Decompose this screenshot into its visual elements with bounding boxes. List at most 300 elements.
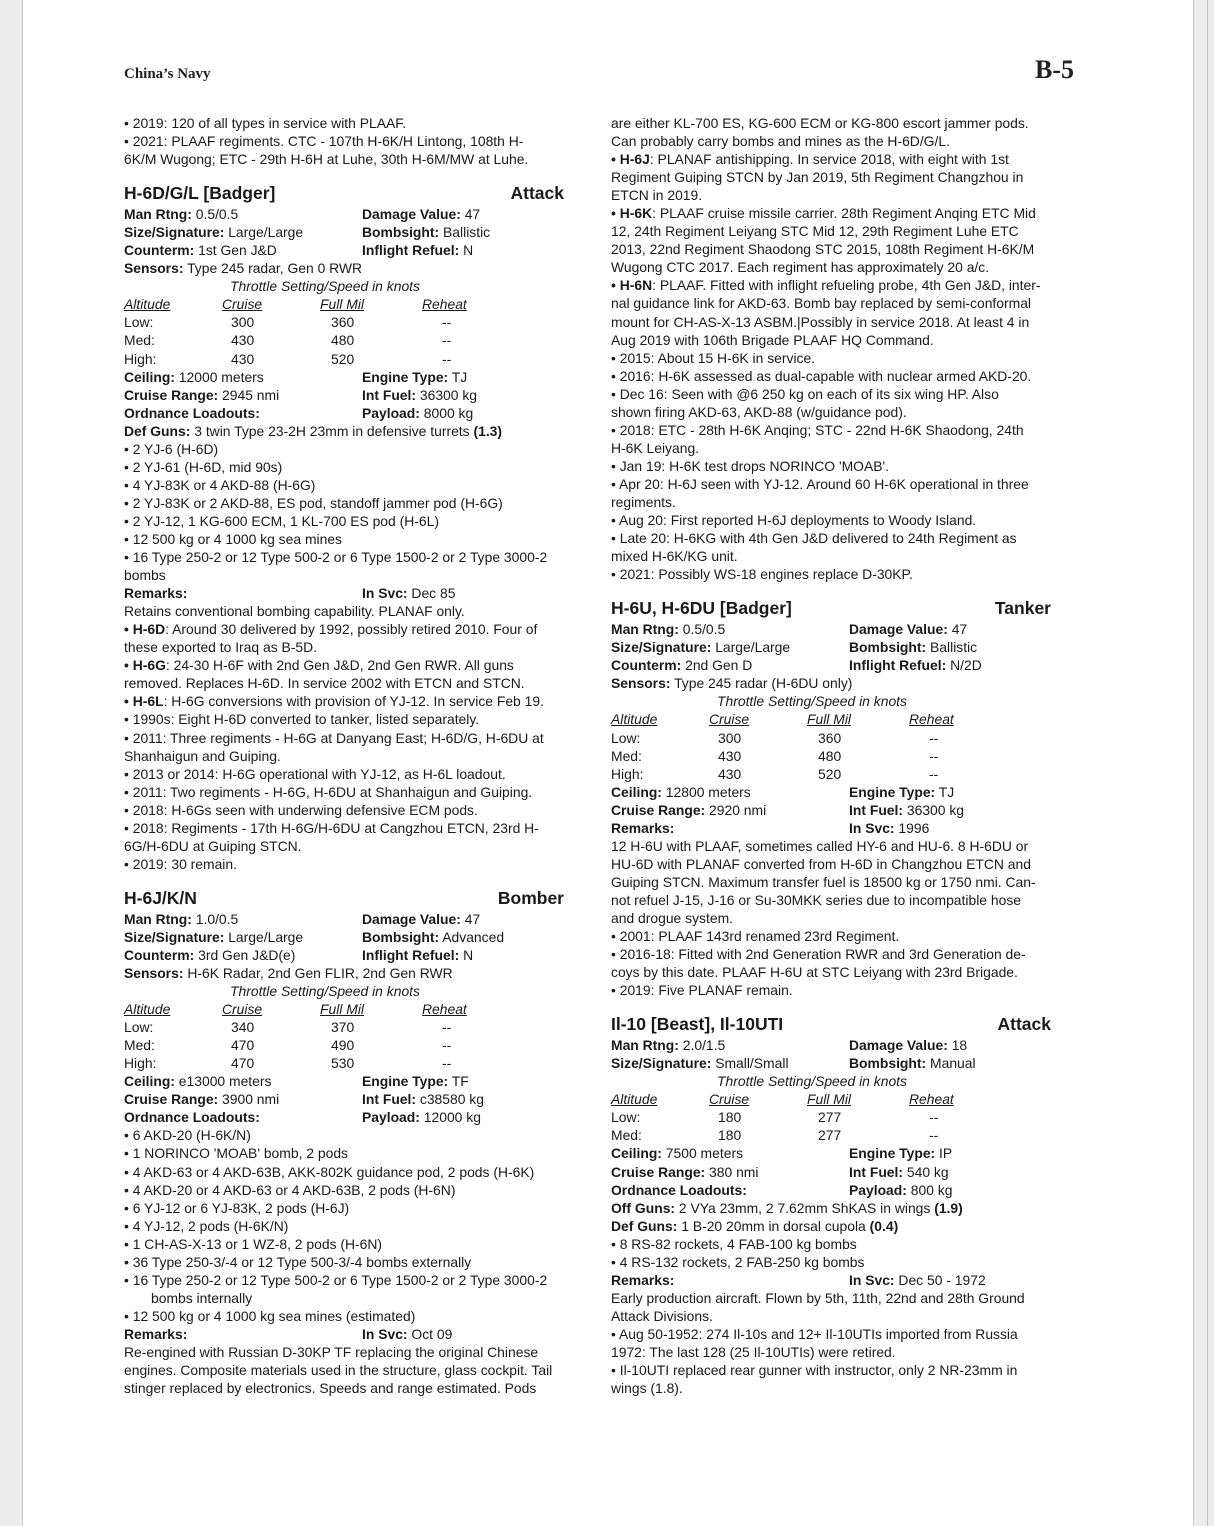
loadout-item: • 4 AKD-63 or 4 AKD-63B, AKK-802K guidance pod, 2 pods (H-6K) [124, 1163, 535, 1180]
loadout-item: • 6 YJ-12 or 6 YJ-83K, 2 pods (H-6J) [124, 1199, 350, 1216]
stat-label: Bombsight: [362, 928, 440, 945]
stat-row [611, 1181, 1073, 1199]
stat-label: Cruise Range: [611, 1163, 706, 1180]
stat-value: Large/Large [228, 928, 304, 945]
stat-value: 380 nmi [709, 1163, 759, 1180]
stat-label: Cruise Range: [611, 801, 706, 818]
remarks-text: Can probably carry bombs and mines as the H-6D/G/L. [611, 133, 950, 150]
note-line: • H-6G: 24-30 H-6F with 2nd Gen J&D, 2nd Gen RWR. All guns [124, 657, 514, 674]
note-line: • Aug 20: First reported H-6J deployments to Woody Island. [611, 512, 977, 529]
remarks-text: 1972: The last 128 (25 Il-10UTIs) were retired. [611, 1344, 896, 1360]
stat-label: Inflight Refuel: [849, 657, 947, 674]
table-cell: 180 [718, 1109, 742, 1126]
remarks-text: are either KL-700 ES, KG-600 ECM or KG-800 escort jammer pods. [611, 115, 1029, 131]
table-cell: 370 [331, 1019, 355, 1036]
table-cell: 470 [231, 1055, 255, 1072]
table-cell: Low: [611, 729, 641, 746]
note-line: • 2011: Two regiments - H-6G, H-6DU at Shanhaigun and Guiping. [124, 783, 533, 800]
table-cell: -- [929, 729, 939, 746]
stat-value: Large/Large [715, 639, 791, 656]
intro-notes [124, 114, 586, 168]
stat-value: 2 VYa 23mm, 2 7.62mm ShKAS in wings [678, 1199, 931, 1216]
table-cell: 480 [331, 332, 355, 349]
stat-label: Bombsight: [849, 639, 927, 656]
remarks-text: Early production aircraft. Flown by 5th, 11th, 22nd and 28th Ground [611, 1289, 1025, 1306]
note-line: • Dec 16: Seen with @6 250 kg on each of its six wing HP. Also [611, 385, 999, 402]
table-cell: Med: [124, 1037, 155, 1054]
speed-row [611, 729, 1073, 747]
stat-label: Damage Value: [362, 910, 461, 927]
remarks-text: • 2016-18: Fitted with 2nd Generation RWR and 3rd Generation de- [611, 946, 1026, 963]
stat-value: 540 kg [906, 1163, 949, 1180]
remarks-text: coys by this date. PLAAF H-6U at STC Leiyang with 23rd Brigade. [611, 964, 1018, 981]
table-cell: 520 [818, 765, 842, 782]
table-cell: 277 [818, 1127, 842, 1144]
note-line: nal guidance link for AKD-63. Bomb bay replaced by semi-conformal [611, 295, 1032, 312]
stat-row [124, 1325, 586, 1343]
stat-value: TF [451, 1073, 469, 1090]
speed-table-caption: Throttle Setting/Speed in knots [230, 983, 420, 1000]
remarks-text: • Aug 50-1952: 274 Il-10s and 12+ Il-10UTIs imported from Russia [611, 1325, 1018, 1342]
stat-row [611, 656, 1073, 674]
table-cell: 520 [331, 350, 355, 367]
loadout-item: • 12 500 kg or 4 1000 kg sea mines [124, 530, 342, 547]
table-cell: High: [611, 765, 644, 782]
loadout-item: • 2 YJ-83K or 2 AKD-88, ES pod, standoff jammer pod (H-6G) [124, 494, 503, 511]
column-header: Reheat [909, 1091, 954, 1108]
note-line: 12, 24th Regiment Leiyang STC Mid 12, 29th Regiment Luhe ETC [611, 223, 1019, 240]
column-header: Full Mil [807, 1091, 851, 1108]
stat-value: 2920 nmi [709, 801, 767, 818]
aircraft-role: Attack [510, 183, 564, 204]
table-cell: -- [442, 1019, 452, 1036]
stat-value: 1st Gen J&D [198, 242, 277, 259]
loadout-item: • 1 CH-AS-X-13 or 1 WZ-8, 2 pods (H-6N) [124, 1235, 383, 1252]
stat-value: TJ [938, 783, 955, 800]
table-cell: 360 [818, 729, 842, 746]
running-header: China’s Navy [124, 66, 211, 82]
entry-h6j-continued [611, 114, 1073, 583]
table-cell: -- [442, 332, 452, 349]
stat-value: 2nd Gen D [685, 657, 753, 674]
column-header: Cruise [709, 711, 750, 728]
stat-label: Int Fuel: [362, 386, 417, 403]
note-line: • H-6J: PLANAF antishipping. In service 2018, with eight with 1st [611, 151, 1009, 168]
note-line: • Jan 19: H-6K test drops NORINCO 'MOAB'. [611, 457, 890, 474]
stat-label: Int Fuel: [362, 1091, 417, 1108]
stat-value: Type 245 radar, Gen 0 RWR [187, 260, 363, 277]
table-cell: -- [442, 1055, 452, 1072]
stat-label: Sensors: [611, 675, 671, 692]
stat-row [124, 1108, 586, 1126]
stat-label: Man Rtng: [124, 206, 192, 223]
stat-row [124, 928, 586, 946]
remarks-text: Re-engined with Russian D-30KP TF replacing the original Chinese [124, 1344, 539, 1360]
note-line: ETCN in 2019. [611, 187, 703, 204]
note-line: these exported to Iraq as B-5D. [124, 639, 318, 656]
stat-label: Engine Type: [362, 368, 449, 385]
stat-label: Bombsight: [362, 224, 440, 241]
table-cell: 277 [818, 1109, 842, 1126]
aircraft-role: Tanker [994, 598, 1051, 619]
stat-row [611, 1054, 1073, 1072]
note-line: Aug 2019 with 106th Brigade PLAAF HQ Command. [611, 331, 934, 348]
note-line: • 2019: 30 remain. [124, 855, 237, 872]
stat-label: Int Fuel: [849, 801, 904, 818]
stat-row [124, 1090, 586, 1108]
entry-h6d [124, 182, 586, 873]
stat-value: Advanced [442, 928, 505, 945]
entry-title [124, 887, 586, 909]
note-line: H-6K Leiyang. [611, 439, 700, 456]
entry-h6j [124, 887, 586, 1397]
stat-row [611, 1163, 1073, 1181]
speed-row [611, 747, 1073, 765]
loadout-item: • 6 AKD-20 (H-6K/N) [124, 1127, 251, 1144]
speed-row [124, 331, 586, 349]
stat-row [611, 638, 1073, 656]
stat-label: Off Guns: [611, 1199, 676, 1216]
stat-value: N [463, 946, 474, 963]
stat-label: Man Rtng: [124, 910, 192, 927]
stat-label: Engine Type: [849, 783, 936, 800]
speed-row [124, 1018, 586, 1036]
stat-label: Counterm: [124, 946, 195, 963]
stat-label: Def Guns: [124, 422, 191, 439]
loadout-item: • 16 Type 250-2 or 12 Type 500-2 or 6 Type 1500-2 or 2 Type 3000-2 [124, 549, 548, 566]
stat-row [124, 205, 586, 223]
stat-value: 36300 kg [419, 386, 478, 403]
table-cell: Low: [611, 1109, 641, 1126]
stat-label: Inflight Refuel: [362, 946, 460, 963]
table-cell: 530 [331, 1055, 355, 1072]
stat-row [124, 241, 586, 259]
table-cell: 430 [231, 332, 255, 349]
column-header: Reheat [422, 296, 467, 313]
table-cell: Low: [124, 1019, 154, 1036]
table-cell: 180 [718, 1127, 742, 1144]
note-line: mixed H-6K/KG unit. [611, 548, 738, 565]
stat-value: IP [939, 1145, 953, 1162]
remarks-text: engines. Composite materials used in the structure, glass cockpit. Tail [124, 1362, 553, 1379]
stat-value: Type 245 radar (H-6DU only) [674, 675, 853, 692]
table-cell: 480 [818, 747, 842, 764]
stat-row [611, 1199, 1073, 1217]
stat-label: Ceiling: [124, 1073, 175, 1090]
stat-label: Damage Value: [849, 621, 948, 638]
column-header: Altitude [611, 711, 658, 728]
stat-label: Man Rtng: [611, 621, 679, 638]
stat-label: Size/Signature: [611, 639, 712, 656]
speed-table-header [611, 710, 1073, 728]
column-header: Cruise [709, 1091, 750, 1108]
stat-row [124, 404, 586, 422]
remarks-text: HU-6D with PLANAF converted from H-6D in Changzhou ETCN and [611, 855, 1031, 872]
speed-row [124, 1036, 586, 1054]
speed-table-caption: Throttle Setting/Speed in knots [230, 278, 420, 295]
stat-label: Ceiling: [124, 368, 175, 385]
note-line: • 2021: Possibly WS-18 engines replace D-30KP. [611, 566, 913, 583]
column-header: Altitude [124, 1001, 171, 1018]
stat-label: Damage Value: [849, 1037, 948, 1054]
note-line: • 2013 or 2014: H-6G operational with YJ-12, as H-6L loadout. [124, 765, 506, 782]
column-header: Reheat [422, 1001, 467, 1018]
table-cell: Med: [124, 332, 155, 349]
speed-table-caption: Throttle Setting/Speed in knots [717, 1073, 907, 1090]
stat-value: (1.9) [934, 1199, 963, 1216]
entry-h6u [611, 597, 1073, 999]
column-header: Cruise [222, 296, 263, 313]
speed-table-header [124, 1000, 586, 1018]
loadout-item: • 16 Type 250-2 or 12 Type 500-2 or 6 Type 1500-2 or 2 Type 3000-2 [124, 1271, 548, 1288]
note-line: shown firing AKD-63, AKD-88 (w/guidance pod). [611, 403, 907, 420]
note-line: • H-6D: Around 30 delivered by 1992, possibly retired 2010. Four of [124, 621, 538, 638]
remarks-text: wings (1.8). [611, 1380, 683, 1397]
stat-value: Manual [930, 1055, 976, 1072]
table-cell: -- [929, 765, 939, 782]
stat-row [124, 1072, 586, 1090]
note-line: Regiment Guiping STCN by Jan 2019, 5th Regiment Changzhou in [611, 169, 1024, 186]
stat-value: 2.0/1.5 [682, 1037, 726, 1054]
stat-label: Size/Signature: [124, 224, 225, 241]
note-line: • H-6K: PLAAF cruise missile carrier. 28th Regiment Anqing ETC Mid [611, 205, 1036, 222]
stat-row [611, 620, 1073, 638]
stat-label: Cruise Range: [124, 1091, 219, 1108]
remarks-text: 12 H-6U with PLAAF, sometimes called HY-6 and HU-6. 8 H-6DU or [611, 837, 1029, 854]
note-line: • 2018: H-6Gs seen with underwing defensive ECM pods. [124, 801, 478, 818]
note-line: • H-6L: H-6G conversions with provision of YJ-12. In service Feb 19. [124, 693, 544, 710]
speed-table-caption: Throttle Setting/Speed in knots [717, 693, 907, 710]
speed-row [124, 313, 586, 331]
note-line: 6G/H-6DU at Guiping STCN. [124, 837, 302, 854]
stat-label: Damage Value: [362, 206, 461, 223]
stat-row [124, 368, 586, 386]
aircraft-role: Bomber [497, 887, 564, 908]
stat-row [124, 386, 586, 404]
remarks-text: stinger replaced by electronics. Speeds and range estimated. Pods [124, 1380, 537, 1397]
stat-label: Remarks: [611, 819, 675, 836]
loadout-item: • 12 500 kg or 4 1000 kg sea mines (estimated) [124, 1307, 416, 1324]
table-cell: 430 [718, 765, 742, 782]
stat-value: 12000 meters [178, 368, 264, 385]
stat-value: N [463, 242, 474, 259]
loadout-item: • 4 AKD-20 or 4 AKD-63 or 4 AKD-63B, 2 pods (H-6N) [124, 1181, 456, 1198]
stat-label: Bombsight: [849, 1055, 927, 1072]
entry-title [124, 182, 586, 204]
loadout-item: • 8 RS-82 rockets, 4 FAB-100 kg bombs [611, 1235, 857, 1252]
table-cell: -- [442, 314, 452, 331]
loadout-item: • 2 YJ-12, 1 KG-600 ECM, 1 KL-700 ES pod (H-6L) [124, 512, 439, 529]
page-number: B-5 [1035, 55, 1074, 84]
table-cell: 360 [331, 314, 355, 331]
stat-label: Counterm: [124, 242, 195, 259]
stat-label: Def Guns: [611, 1217, 678, 1234]
stat-value: 800 kg [910, 1181, 953, 1198]
loadout-item: • 36 Type 250-3/-4 or 12 Type 500-3/-4 bombs externally [124, 1253, 472, 1270]
stat-value: Dec 85 [411, 585, 456, 602]
speed-table-header [124, 295, 586, 313]
note-line: 2013, 22nd Regiment Shaodong STC 2015, 108th Regiment H-6K/M [611, 241, 1035, 258]
table-cell: -- [929, 1127, 939, 1144]
entry-il10 [611, 1013, 1073, 1397]
text-line: • 2019: 120 of all types in service with PLAAF. [124, 115, 407, 131]
stat-row [124, 422, 586, 440]
stat-row [124, 584, 586, 602]
speed-row [124, 350, 586, 368]
table-cell: 490 [331, 1037, 355, 1054]
stat-label: In Svc: [362, 585, 408, 602]
stat-label: Size/Signature: [124, 928, 225, 945]
aircraft-role: Attack [997, 1014, 1051, 1035]
speed-row [611, 1108, 1073, 1126]
loadout-item: • 2 YJ-6 (H-6D) [124, 440, 219, 457]
remarks-text: not refuel J-15, J-16 or Su-30MKK series due to incompatible hose [611, 891, 1021, 908]
aircraft-name: H-6J/K/N [124, 887, 197, 908]
stat-value: 1 B-20 20mm in dorsal cupola [681, 1217, 866, 1234]
remarks-text: • 2001: PLAAF 143rd renamed 23rd Regiment. [611, 928, 900, 945]
stat-label: Size/Signature: [611, 1055, 712, 1072]
stat-value: 47 [464, 206, 481, 223]
stat-label: In Svc: [849, 819, 895, 836]
stat-label: Payload: [362, 404, 420, 421]
page-edge [1207, 0, 1208, 1526]
speed-row [124, 1054, 586, 1072]
stat-value: 18 [951, 1037, 968, 1054]
column-header: Reheat [909, 711, 954, 728]
table-cell: -- [442, 350, 452, 367]
note-line: Shanhaigun and Guiping. [124, 747, 281, 764]
text-line: • 2021: PLAAF regiments. CTC - 107th H-6K/H Lintong, 108th H- [124, 133, 524, 150]
stat-value: 8000 kg [423, 404, 474, 421]
entry-title [611, 1013, 1073, 1035]
column-header: Altitude [611, 1091, 658, 1108]
stat-label: Cruise Range: [124, 386, 219, 403]
stat-label: Sensors: [124, 260, 184, 277]
note-line: • 2018: Regiments - 17th H-6G/H-6DU at Cangzhou ETCN, 23rd H- [124, 819, 539, 836]
table-cell: -- [929, 1109, 939, 1126]
stat-row [611, 819, 1073, 837]
stat-value: (0.4) [869, 1217, 899, 1234]
stat-value: 3900 nmi [222, 1091, 280, 1108]
text-line: 6K/M Wugong; ETC - 29th H-6H at Luhe, 30th H-6M/MW at Luhe. [124, 151, 529, 168]
table-cell: High: [124, 1055, 157, 1072]
table-cell: Med: [611, 1127, 642, 1144]
stat-value: 12800 meters [665, 783, 751, 800]
stat-value: Ballistic [443, 224, 491, 241]
stat-row [611, 783, 1073, 801]
remarks-text: and drogue system. [611, 909, 733, 926]
loadout-item: • 4 YJ-12, 2 pods (H-6K/N) [124, 1217, 289, 1234]
stat-row [124, 964, 586, 982]
stat-value: 36300 kg [906, 801, 965, 818]
stat-row [611, 1036, 1073, 1054]
stat-value: 3 twin Type 23-2H 23mm in defensive turrets [194, 422, 470, 439]
remarks-text: Guiping STCN. Maximum transfer fuel is 18500 kg or 1750 nmi. Can- [611, 873, 1036, 890]
stat-value: 1.0/0.5 [195, 910, 239, 927]
loadout-item: bombs [124, 567, 166, 584]
note-line: mount for CH-AS-X-13 ASBM.|Possibly in service 2018. At least 4 in [611, 313, 1030, 330]
table-cell: 470 [231, 1037, 255, 1054]
remarks-text: • Il-10UTI replaced rear gunner with instructor, only 2 NR-23mm in [611, 1362, 1018, 1379]
speed-row [611, 1126, 1073, 1144]
stat-row [124, 223, 586, 241]
column-header: Altitude [124, 296, 171, 313]
stat-row [611, 1217, 1073, 1235]
speed-row [611, 765, 1073, 783]
stat-value: 0.5/0.5 [682, 621, 726, 638]
stat-value: Large/Large [228, 224, 304, 241]
stat-value: 3rd Gen J&D(e) [198, 946, 296, 963]
loadout-item: bombs internally [151, 1289, 253, 1306]
stat-label: Ordnance Loadouts: [124, 404, 260, 421]
stat-value: 0.5/0.5 [195, 206, 239, 223]
loadout-item: • 4 YJ-83K or 4 AKD-88 (H-6G) [124, 476, 316, 493]
stat-row [611, 674, 1073, 692]
table-cell: 430 [718, 747, 742, 764]
stat-label: Payload: [362, 1109, 420, 1126]
loadout-item: • 1 NORINCO 'MOAB' bomb, 2 pods [124, 1145, 349, 1162]
stat-value: c38580 kg [419, 1091, 484, 1108]
stat-label: Sensors: [124, 965, 184, 982]
stat-label: Ordnance Loadouts: [124, 1109, 260, 1126]
loadout-item: • 4 RS-132 rockets, 2 FAB-250 kg bombs [611, 1253, 865, 1270]
stat-row [124, 259, 586, 277]
stat-value: Ballistic [930, 639, 978, 656]
note-line: • 2018: ETC - 28th H-6K Anqing; STC - 22nd H-6K Shaodong, 24th [611, 421, 1024, 438]
table-cell: Low: [124, 314, 154, 331]
stat-label: Payload: [849, 1181, 907, 1198]
aircraft-name: Il-10 [Beast], Il-10UTI [611, 1014, 784, 1035]
table-cell: 340 [231, 1019, 255, 1036]
table-cell: Med: [611, 747, 642, 764]
remarks-text: Retains conventional bombing capability. PLANAF only. [124, 603, 465, 620]
stat-value: 2945 nmi [222, 386, 280, 403]
table-cell: 300 [231, 314, 255, 331]
table-cell: 300 [718, 729, 742, 746]
stat-label: Engine Type: [362, 1073, 449, 1090]
stat-value: H-6K Radar, 2nd Gen FLIR, 2nd Gen RWR [187, 965, 453, 982]
stat-row [611, 1271, 1073, 1289]
note-line: • H-6N: PLAAF. Fitted with inflight refueling probe, 4th Gen J&D, inter- [611, 277, 1041, 294]
stat-label: Remarks: [124, 1325, 188, 1342]
stat-label: Man Rtng: [611, 1037, 679, 1054]
stat-label: Ceiling: [611, 1145, 662, 1162]
entry-title [611, 597, 1073, 619]
stat-label: In Svc: [362, 1325, 408, 1342]
stat-label: Int Fuel: [849, 1163, 904, 1180]
loadout-item: • 2 YJ-61 (H-6D, mid 90s) [124, 458, 283, 475]
note-line: removed. Replaces H-6D. In service 2002 with ETCN and STCN. [124, 675, 525, 692]
remarks-text: Attack Divisions. [611, 1307, 713, 1324]
stat-label: Ordnance Loadouts: [611, 1181, 747, 1198]
stat-value: 12000 kg [423, 1109, 481, 1126]
note-line: regiments. [611, 493, 676, 510]
note-line: • Late 20: H-6KG with 4th Gen J&D delivered to 24th Regiment as [611, 530, 1017, 547]
remarks-text: • 2019: Five PLANAF remain. [611, 982, 793, 999]
stat-label: Ceiling: [611, 783, 662, 800]
stat-row [611, 801, 1073, 819]
note-line: • 2011: Three regiments - H-6G at Danyang East; H-6D/G, H-6DU at [124, 729, 544, 746]
stat-label: Inflight Refuel: [362, 242, 460, 259]
stat-row [124, 910, 586, 928]
note-line: • 2015: About 15 H-6K in service. [611, 349, 816, 366]
stat-label: Remarks: [611, 1271, 675, 1288]
stat-value: 1996 [898, 819, 930, 836]
table-cell: High: [124, 350, 157, 367]
column-header: Cruise [222, 1001, 263, 1018]
stat-row [124, 946, 586, 964]
table-cell: -- [442, 1037, 452, 1054]
